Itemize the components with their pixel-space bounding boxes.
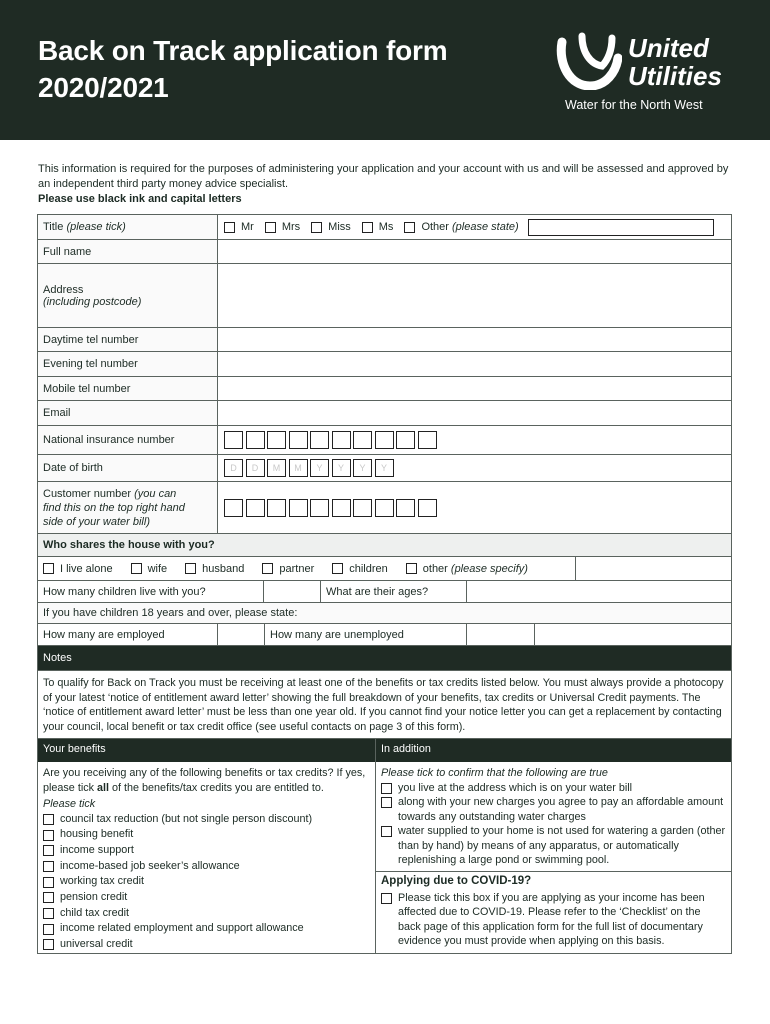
checkbox[interactable] xyxy=(43,563,54,574)
address-row: Address (including postcode) xyxy=(38,263,731,327)
checkbox[interactable] xyxy=(43,939,54,950)
household-heading: Who shares the house with you? xyxy=(38,533,731,556)
dob-boxes[interactable]: D D M M Y Y Y Y xyxy=(224,459,396,477)
mobile-tel-field[interactable] xyxy=(218,377,731,400)
customer-number-boxes[interactable] xyxy=(224,499,439,517)
checkbox[interactable] xyxy=(224,222,235,233)
children-count-field[interactable] xyxy=(264,581,321,602)
notes-heading: Notes xyxy=(38,645,731,670)
evening-row: Evening tel number xyxy=(38,351,731,376)
email-field[interactable] xyxy=(218,401,731,425)
mobile-row: Mobile tel number xyxy=(38,376,731,400)
title-option-ms[interactable]: Ms xyxy=(362,221,394,233)
over-18-label: If you have children 18 years and over, please state: xyxy=(38,602,731,623)
united-utilities-logo-icon xyxy=(556,30,622,90)
unemployed-count-field[interactable] xyxy=(467,624,535,645)
checkbox[interactable] xyxy=(43,908,54,919)
checkbox[interactable] xyxy=(406,563,417,574)
household-options-row xyxy=(38,556,731,580)
benefit-item[interactable]: income related employment and support allowance xyxy=(43,921,370,937)
notes-text: To qualify for Back on Track you must be receiving at least one of the benefits or tax credits listed below. You must always provide a photocopy of your latest ‘notice of entitlement award letter’ showing the full breakdown of your benefits, tax credits or Universal Credit payments. The ‘notice of entitlement award letter’ must be less than one year old. If you cannot find your notice letter you can get a replacement by contacting your council, local benefit or tax credit office (see useful contacts on page 3 of this form). xyxy=(43,677,724,733)
household-option-partner[interactable]: partner xyxy=(262,563,314,575)
benefits-list xyxy=(38,812,375,953)
checkbox[interactable] xyxy=(185,563,196,574)
checkbox[interactable] xyxy=(381,826,392,837)
benefits-section: Your benefits Are you receiving any of the following benefits or tax credits? If yes, please tick all of the benefits/tax credits you are entitled to. Please tick council tax reduction (but not single person discount) housing benefit income support income-based job seeker’s allowance working tax credit pension credit child tax credit income related employment and support allowance universal credit In addition Please tick to confirm that the following are true you live at the address which is on your water bill along with your new charges you agree to pay an affordable amount towards any outstanding water charges water supplied to your home is not used for watering a garden (other than by hand) by means of any apparatus, or automatically replenishing a large pond or swimming pool. Applying due to COVID-19? Please tick this box if you are applying as your income has been affected due to COVID-19. Please refer to the ‘Checklist’ on the back page of this application form for the full list of documentary evidence you must provide when applying on this basis. xyxy=(38,738,731,953)
benefit-item[interactable]: child tax credit xyxy=(43,906,370,922)
daytime-row: Daytime tel number xyxy=(38,327,731,351)
addition-item[interactable]: along with your new charges you agree to pay an affordable amount towards any outstanding water charges xyxy=(376,795,731,824)
household-option-wife[interactable]: wife xyxy=(131,563,168,575)
covid-checkbox-item[interactable]: Please tick this box if you are applying as your income has been affected due to COVID-19. Please refer to the ‘Checklist’ on the back page of this application form for the full list of documentary evidence you must provide when applying on this basis. xyxy=(376,889,731,949)
application-form xyxy=(37,214,732,954)
checkbox[interactable] xyxy=(131,563,142,574)
title-option-mr[interactable]: Mr xyxy=(224,221,254,233)
benefits-question: Are you receiving any of the following benefits or tax credits? If yes, please tick all of the benefits/tax credits you are entitled to. xyxy=(43,767,366,794)
employment-row: How many are employed How many are unemployed xyxy=(38,623,731,645)
dob-row: Date of birth D D M M Y Y Y Y xyxy=(38,454,731,481)
full-name-field[interactable] xyxy=(218,240,731,263)
checkbox[interactable] xyxy=(262,563,273,574)
checkbox[interactable] xyxy=(43,892,54,903)
title-option-mrs[interactable]: Mrs xyxy=(265,221,300,233)
household-option-children[interactable]: children xyxy=(332,563,388,575)
full-name-row: Full name xyxy=(38,239,731,263)
benefit-item[interactable]: pension credit xyxy=(43,890,370,906)
email-row: Email xyxy=(38,400,731,425)
household-option-husband[interactable]: husband xyxy=(185,563,244,575)
addition-heading: In addition xyxy=(376,739,731,762)
checkbox[interactable] xyxy=(43,924,54,935)
brand-name: United Utilities xyxy=(628,33,722,91)
title-option-other[interactable]: Other (please state) xyxy=(404,221,518,233)
ni-number-boxes[interactable] xyxy=(224,431,439,449)
checkbox[interactable] xyxy=(43,830,54,841)
title-other-input[interactable] xyxy=(528,219,714,236)
benefits-heading: Your benefits xyxy=(38,739,375,762)
checkbox[interactable] xyxy=(43,861,54,872)
children-row: How many children live with you? What are their ages? xyxy=(38,580,731,602)
benefit-item[interactable]: council tax reduction (but not single person discount) xyxy=(43,812,370,828)
addition-item[interactable]: water supplied to your home is not used for watering a garden (other than by hand) by means of any apparatus, or automatically replenishing a large pond or swimming pool. xyxy=(376,824,731,871)
children-ages-field[interactable] xyxy=(467,581,731,602)
ni-row: National insurance number xyxy=(38,425,731,454)
checkbox[interactable] xyxy=(332,563,343,574)
benefit-item[interactable]: universal credit xyxy=(43,937,370,953)
checkbox[interactable] xyxy=(43,877,54,888)
addition-item[interactable]: you live at the address which is on your water bill xyxy=(376,781,731,796)
title-row: Title (please tick) Mr Mrs Miss Ms Other (please state) xyxy=(38,215,731,239)
intro-text: This information is required for the purposes of administering your application and your account with us and will be assessed and approved by an independent third party money advice specialist. Please use black ink and capital letters xyxy=(38,162,738,207)
household-other-field[interactable] xyxy=(576,557,731,580)
household-option-alone[interactable]: I live alone xyxy=(43,563,113,575)
checkbox[interactable] xyxy=(381,893,392,904)
checkbox[interactable] xyxy=(265,222,276,233)
title-option-miss[interactable]: Miss xyxy=(311,221,351,233)
checkbox[interactable] xyxy=(404,222,415,233)
daytime-tel-field[interactable] xyxy=(218,328,731,351)
page-header xyxy=(0,0,770,140)
customer-number-row: Customer number (you can find this on the top right hand side of your water bill) xyxy=(38,481,731,533)
benefit-item[interactable]: income support xyxy=(43,843,370,859)
checkbox[interactable] xyxy=(381,797,392,808)
household-option-other[interactable]: other (please specify) xyxy=(406,563,528,575)
covid-heading: Applying due to COVID-19? xyxy=(376,871,731,889)
benefit-item[interactable]: income-based job seeker’s allowance xyxy=(43,859,370,875)
checkbox[interactable] xyxy=(43,814,54,825)
form-title: Back on Track application form 2020/2021 xyxy=(38,35,448,103)
checkbox[interactable] xyxy=(43,845,54,856)
benefit-item[interactable]: housing benefit xyxy=(43,827,370,843)
address-field[interactable] xyxy=(218,264,731,327)
checkbox[interactable] xyxy=(311,222,322,233)
checkbox[interactable] xyxy=(381,783,392,794)
ink-instruction: Please use black ink and capital letters xyxy=(38,193,242,205)
evening-tel-field[interactable] xyxy=(218,352,731,376)
employed-count-field[interactable] xyxy=(218,624,265,645)
checkbox[interactable] xyxy=(362,222,373,233)
benefit-item[interactable]: working tax credit xyxy=(43,874,370,890)
brand-tagline: Water for the North West xyxy=(565,98,703,112)
